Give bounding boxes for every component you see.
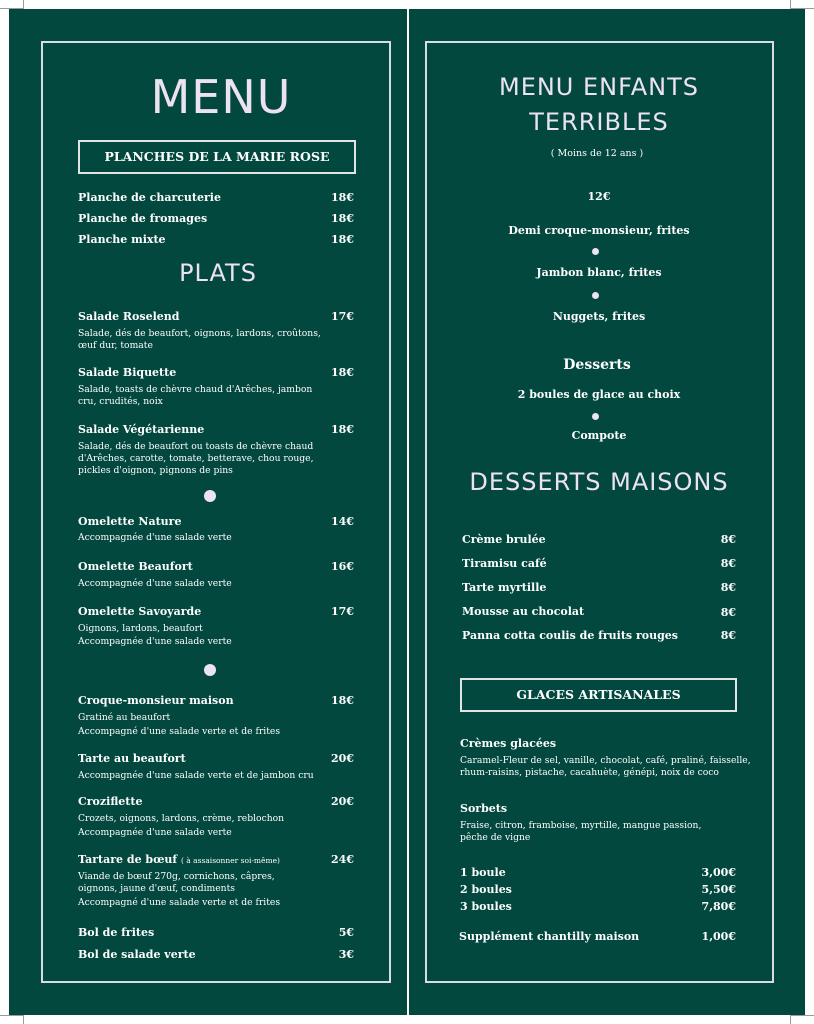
- separator-dot: [592, 413, 599, 420]
- planches-header: PLANCHES DE LA MARIE ROSE: [78, 140, 356, 174]
- menu-enfants-title-2: TERRIBLES: [529, 108, 669, 136]
- boule-3-price: 7,80€: [701, 900, 736, 913]
- separator-dot: [204, 490, 216, 502]
- right-page: [409, 9, 805, 1015]
- dessert-panna-cotta-name: Panna cotta coulis de fruits rouges: [462, 629, 678, 642]
- left-frame: [41, 41, 391, 983]
- tartare-desc2: Accompagné d'une salade verte et de frites: [78, 897, 281, 908]
- dessert-panna-cotta-price: 8€: [720, 629, 736, 642]
- dessert-creme-brulee-name: Crème brulée: [462, 533, 546, 546]
- omelette-savoyarde-price: 17€: [331, 605, 354, 618]
- crop-mark: [23, 1015, 24, 1024]
- omelette-savoyarde-name: Omelette Savoyarde: [78, 605, 202, 618]
- salade-roselend-price: 17€: [331, 310, 354, 323]
- boule-1-price: 3,00€: [701, 866, 736, 879]
- croque-monsieur-price: 18€: [331, 694, 354, 707]
- planche-fromages-name: Planche de fromages: [78, 212, 208, 225]
- salade-vegetarienne-price: 18€: [331, 423, 354, 436]
- dessert-tiramisu-name: Tiramisu café: [462, 557, 547, 570]
- bol-frites-price: 5€: [338, 926, 354, 939]
- menu-enfants-price: 12€: [587, 190, 611, 203]
- boule-2-name: 2 boules: [460, 883, 512, 896]
- enfant-dessert-option-1: 2 boules de glace au choix: [517, 388, 681, 401]
- boule-3-name: 3 boules: [460, 900, 512, 913]
- dessert-tarte-myrtille-name: Tarte myrtille: [462, 581, 547, 594]
- separator-dot: [592, 292, 599, 299]
- salade-vegetarienne-name: Salade Végétarienne: [78, 423, 205, 436]
- dessert-mousse-name: Mousse au chocolat: [462, 605, 585, 618]
- enfant-option-3: Nuggets, frites: [552, 310, 646, 323]
- boule-2-price: 5,50€: [701, 883, 736, 896]
- cremes-glacees-desc: Caramel-Fleur de sel, vanille, chocolat, café, praliné, faisselle, rhum-raisins, pistache, cacahuète, génépi, noix de coco: [460, 755, 751, 778]
- left-page: [9, 9, 407, 1015]
- sorbets-label: Sorbets: [460, 802, 508, 815]
- boule-1-name: 1 boule: [460, 866, 506, 879]
- bol-salade-price: 3€: [338, 948, 354, 961]
- omelette-beaufort-name: Omelette Beaufort: [78, 560, 193, 573]
- omelette-beaufort-price: 16€: [331, 560, 354, 573]
- enfant-dessert-option-2: Compote: [571, 429, 627, 442]
- supplement-chantilly-price: 1,00€: [701, 930, 736, 943]
- tartare-note: ( à assaisonner soi-même): [180, 856, 280, 865]
- croque-monsieur-desc: Gratiné au beaufort: [78, 712, 171, 723]
- crop-mark: [23, 0, 24, 8]
- croque-monsieur-name: Croque-monsieur maison: [78, 694, 234, 707]
- crop-mark: [0, 1015, 24, 1016]
- bol-frites-name: Bol de frites: [78, 926, 155, 939]
- menu-enfants-title-1: MENU ENFANTS: [498, 73, 699, 101]
- salade-roselend-name: Salade Roselend: [78, 310, 180, 323]
- salade-vegetarienne-desc: Salade, dés de beaufort ou toasts de chèvre chaud d'Arêches, carotte, tomate, betterave, chou rouge, pickles d'oignon, pignons de pins: [78, 441, 314, 476]
- dessert-tiramisu-price: 8€: [720, 557, 736, 570]
- omelette-nature-desc: Accompagnée d'une salade verte: [78, 532, 232, 543]
- tartare-desc: Viande de bœuf 270g, cornichons, câpres, oignons, jaune d'œuf, condiments: [78, 871, 275, 894]
- dessert-mousse-price: 8€: [720, 606, 736, 619]
- desserts-maisons-title: DESSERTS MAISONS: [469, 468, 729, 496]
- tartare-name: [78, 853, 280, 866]
- crop-mark: [790, 1015, 814, 1016]
- salade-roselend-desc: Salade, dés de beaufort, oignons, lardons, croûtons, œuf dur, tomate: [78, 328, 321, 351]
- sorbets-desc: Fraise, citron, framboise, myrtille, mangue passion, pêche de vigne: [460, 820, 702, 843]
- tartare-label: Tartare de bœuf: [78, 853, 178, 866]
- omelette-savoyarde-desc: Oignons, lardons, beaufort: [78, 623, 203, 634]
- omelette-nature-name: Omelette Nature: [78, 515, 182, 528]
- supplement-chantilly-name: Supplément chantilly maison: [459, 930, 640, 943]
- omelette-beaufort-desc: Accompagnée d'une salade verte: [78, 578, 232, 589]
- separator-dot: [592, 248, 599, 255]
- croque-monsieur-desc2: Accompagné d'une salade verte et de frites: [78, 726, 281, 737]
- planche-fromages-price: 18€: [331, 212, 354, 225]
- croziflette-price: 20€: [331, 795, 354, 808]
- dessert-tarte-myrtille-price: 8€: [720, 581, 736, 594]
- enfant-desserts-label: Desserts: [563, 357, 631, 373]
- cremes-glacees-label: Crèmes glacées: [460, 737, 557, 750]
- tarte-beaufort-name: Tarte au beaufort: [78, 752, 186, 765]
- dessert-creme-brulee-price: 8€: [720, 533, 736, 546]
- croziflette-name: Croziflette: [78, 795, 143, 808]
- crop-mark: [790, 1015, 791, 1024]
- tarte-beaufort-desc: Accompagnée d'une salade verte et de jambon cru: [78, 770, 314, 781]
- omelette-nature-price: 14€: [331, 515, 354, 528]
- planche-mixte-price: 18€: [331, 233, 354, 246]
- menu-title: MENU: [150, 70, 292, 124]
- menu-enfants-subtitle: ( Moins de 12 ans ): [550, 148, 644, 159]
- bol-salade-name: Bol de salade verte: [78, 948, 196, 961]
- enfant-option-2: Jambon blanc, frites: [536, 266, 662, 279]
- omelette-savoyarde-desc2: Accompagnée d'une salade verte: [78, 636, 232, 647]
- separator-dot: [204, 664, 216, 676]
- salade-biquette-desc: Salade, toasts de chèvre chaud d'Arêches, jambon cru, crudités, noix: [78, 384, 313, 407]
- croziflette-desc2: Accompagnée d'une salade verte: [78, 827, 232, 838]
- salade-biquette-name: Salade Biquette: [78, 366, 177, 379]
- enfant-option-1: Demi croque-monsieur, frites: [508, 224, 690, 237]
- tarte-beaufort-price: 20€: [331, 752, 354, 765]
- plats-title: PLATS: [179, 259, 257, 287]
- tartare-price: 24€: [331, 853, 354, 866]
- planche-charcuterie-name: Planche de charcuterie: [78, 191, 221, 204]
- planche-charcuterie-price: 18€: [331, 191, 354, 204]
- glaces-header: GLACES ARTISANALES: [460, 678, 737, 712]
- croziflette-desc: Crozets, oignons, lardons, crème, reblochon: [78, 813, 285, 824]
- planche-mixte-name: Planche mixte: [78, 233, 166, 246]
- crop-mark: [790, 0, 791, 8]
- salade-biquette-price: 18€: [331, 366, 354, 379]
